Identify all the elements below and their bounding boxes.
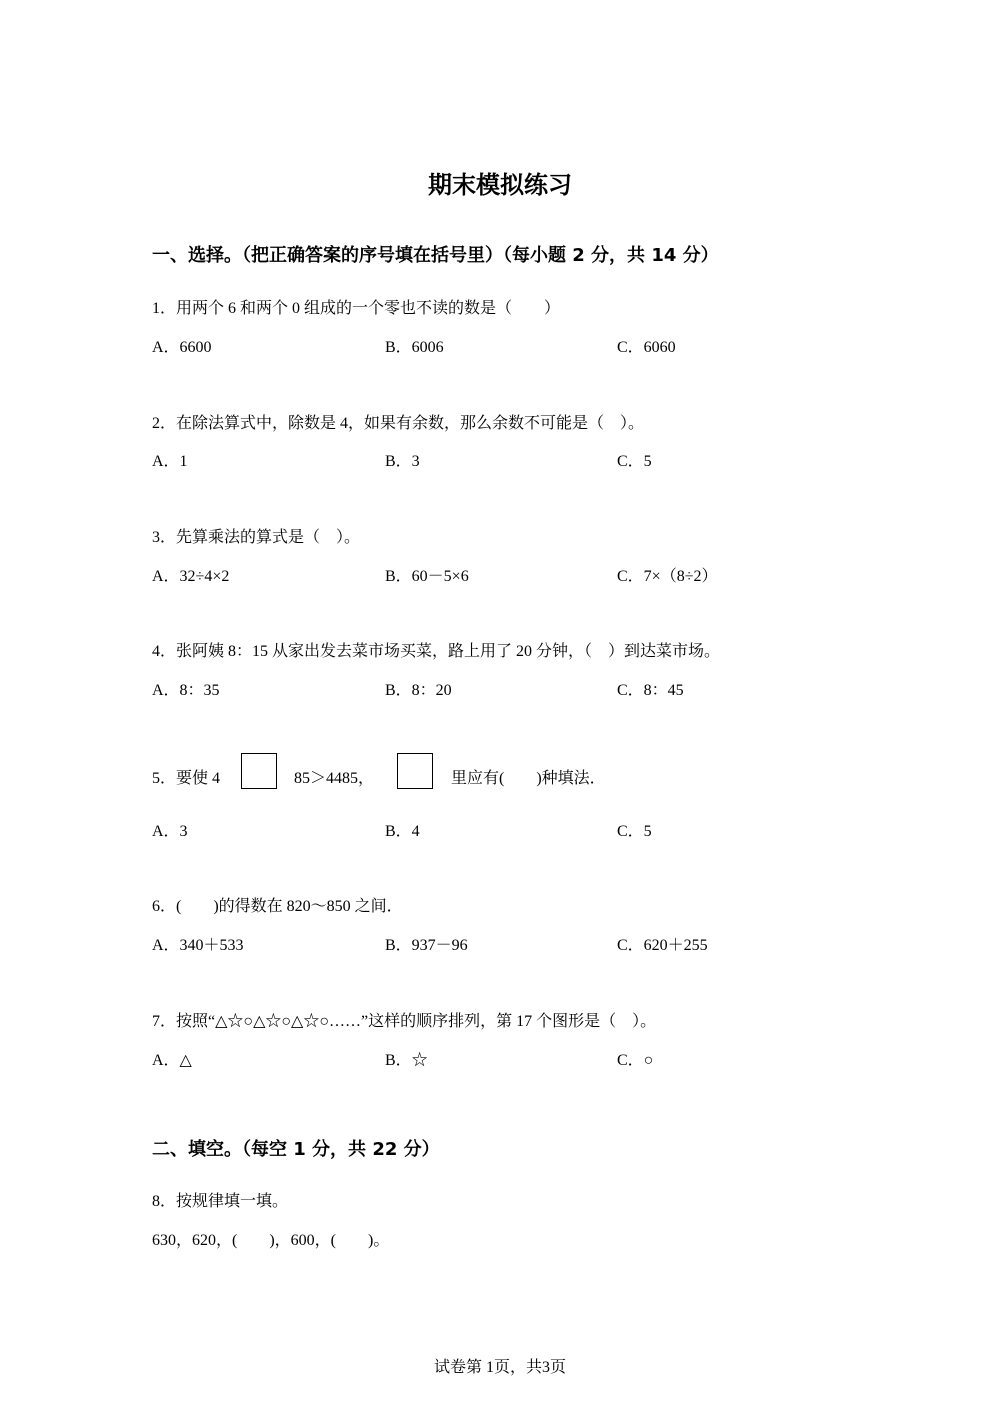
page-title: 期末模拟练习 bbox=[428, 171, 572, 199]
question-4-text: 4．张阿姨 8：15 从家出发去菜市场买菜，路上用了 20 分钟，（ ）到达菜市场。 bbox=[152, 643, 721, 660]
section-heading-choice: 一、选择。（把正确答案的序号填在括号里）（每小题 2 分，共 14 分） bbox=[152, 245, 719, 266]
question-6-option-b: B．937－96 bbox=[385, 937, 468, 954]
question-2-option-c: C．5 bbox=[617, 453, 652, 470]
question-3-option-b: B．60－5×6 bbox=[385, 568, 469, 585]
question-2-text: 2．在除法算式中，除数是 4，如果有余数，那么余数不可能是（ ）。 bbox=[152, 415, 645, 432]
question-1-option-c: C．6060 bbox=[617, 339, 676, 356]
question-3-option-c: C．7×（8÷2） bbox=[617, 568, 718, 585]
question-5-option-a: A．3 bbox=[152, 823, 188, 840]
question-4-option-a: A．8：35 bbox=[152, 682, 220, 699]
question-7-option-c: C．○ bbox=[617, 1052, 654, 1069]
question-4-option-b: B．8：20 bbox=[385, 682, 452, 699]
question-7-option-b: B．☆ bbox=[385, 1052, 428, 1069]
question-8-sequence: 630，620，( )，600，( )。 bbox=[152, 1232, 390, 1249]
question-1-option-a: A．6600 bbox=[152, 339, 212, 356]
question-3-text: 3．先算乘法的算式是（ ）。 bbox=[152, 529, 361, 546]
question-2-option-b: B．3 bbox=[385, 453, 420, 470]
question-2-option-a: A．1 bbox=[152, 453, 188, 470]
answer-blank-box bbox=[241, 753, 277, 789]
question-5-option-b: B．4 bbox=[385, 823, 420, 840]
question-6-text: 6．( )的得数在 820～850 之间． bbox=[152, 898, 403, 915]
question-7-text: 7．按照“△☆○△☆○△☆○……”这样的顺序排列，第 17 个图形是（ ）。 bbox=[152, 1013, 657, 1030]
question-5-text-end: 里应有( )种填法． bbox=[451, 770, 606, 787]
question-5-text-start: 5．要使 4 bbox=[152, 770, 221, 787]
question-5-text-middle: 85＞4485， bbox=[294, 770, 375, 787]
question-1-option-b: B．6006 bbox=[385, 339, 444, 356]
question-7-option-a: A．△ bbox=[152, 1052, 192, 1069]
question-3-option-a: A．32÷4×2 bbox=[152, 568, 230, 585]
answer-blank-box bbox=[397, 753, 433, 789]
question-1-text: 1．用两个 6 和两个 0 组成的一个零也不读的数是（ ） bbox=[152, 300, 561, 317]
question-6-option-a: A．340＋533 bbox=[152, 937, 244, 954]
page-footer: 试卷第 1页，共3页 bbox=[433, 1359, 566, 1376]
section-heading-fill-blank: 二、填空。（每空 1 分，共 22 分） bbox=[152, 1139, 440, 1160]
question-4-option-c: C．8：45 bbox=[617, 682, 684, 699]
question-6-option-c: C．620＋255 bbox=[617, 937, 708, 954]
question-8-text: 8．按规律填一填。 bbox=[152, 1193, 289, 1210]
question-5-option-c: C．5 bbox=[617, 823, 652, 840]
